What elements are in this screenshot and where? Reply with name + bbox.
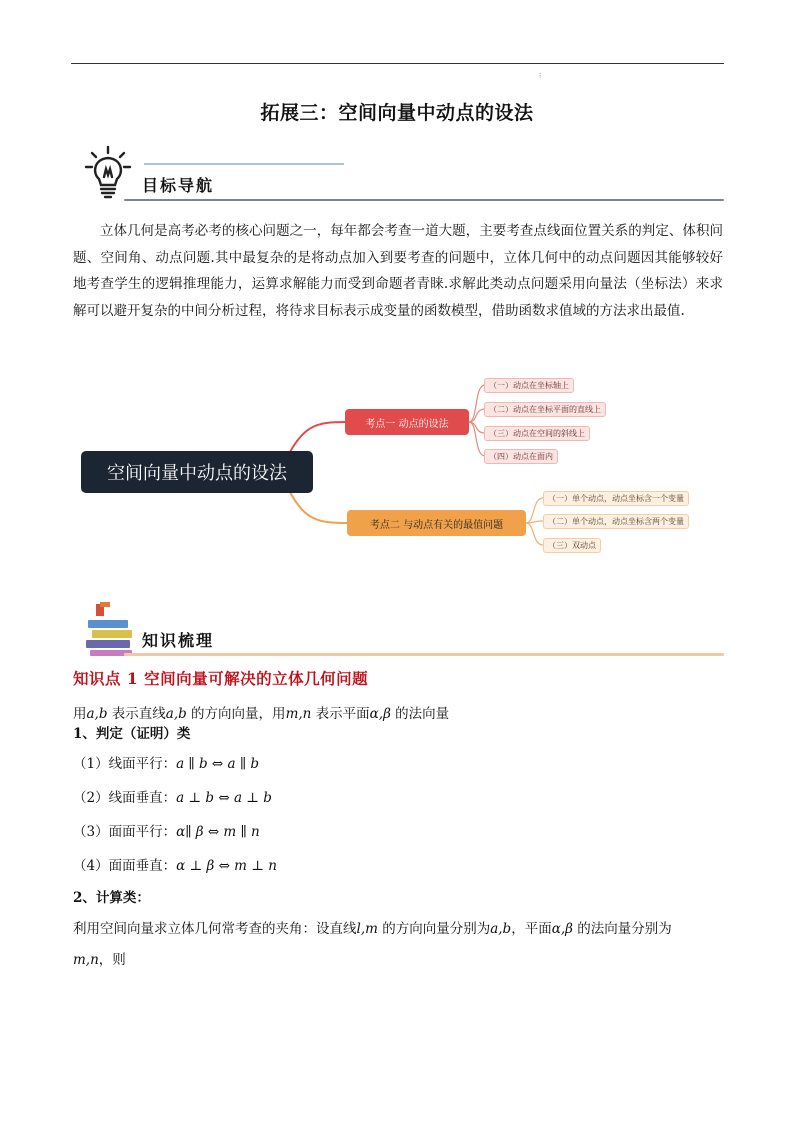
- mindmap-leaf: （二）单个动点，动点坐标含两个变量: [543, 514, 689, 529]
- section-label: 知识梳理: [142, 631, 215, 650]
- rule-line-plane-perpendicular: [73, 854, 277, 874]
- mindmap-branch-2: 考点二 与动点有关的最值问题: [347, 510, 526, 536]
- mindmap-leaf: （一）动点在坐标轴上: [484, 378, 574, 393]
- knowledge-point-title: 知识点 1 空间向量可解决的立体几何问题: [73, 669, 369, 688]
- text: 的法向量: [390, 706, 450, 722]
- math: m,n: [285, 706, 312, 722]
- rule-label: （2）线面垂直：: [73, 790, 177, 806]
- intro-line-3: 够较好地考查学生的逻辑推理能力，运算求解能力而受到命题者青睐.求解此类动点问题采用向量法（坐标: [73, 249, 724, 293]
- subheading-calculation: 2、计算类：: [73, 890, 150, 906]
- intro-line-4: 法）来求解可以避开复杂的中间分析过程，将待求目标表示成变量的函数模型，借助函数求值域的方法求: [73, 276, 723, 319]
- text: 利用空间向量求立体几何常考查的夹角：设直线: [73, 921, 357, 937]
- math: α ⊥ β ⇔ m ⊥ n: [176, 858, 277, 874]
- books-icon: [84, 600, 136, 658]
- math: a,b: [165, 706, 187, 722]
- math: α,β: [369, 706, 391, 722]
- mindmap-leaf: （三）双动点: [543, 538, 601, 553]
- text: 表示直线: [107, 706, 166, 722]
- section-heading-knowledge: [84, 598, 724, 664]
- subheading-judgement: 1、判定（证明）类: [73, 726, 191, 742]
- math: a,b: [490, 921, 512, 937]
- intro-line-5: 出最值.: [640, 302, 685, 319]
- math: m,n: [73, 952, 99, 968]
- calc-line-1: [73, 917, 672, 937]
- rule-line-parallel: [73, 752, 259, 772]
- mindmap-root: 空间向量中动点的设法: [81, 451, 313, 493]
- heading-underline: [124, 653, 724, 656]
- mindmap-leaf: （二）动点在坐标平面的直线上: [484, 402, 606, 417]
- page-title: 拓展三：空间向量中动点的设法: [260, 102, 534, 124]
- text: ，平面: [511, 921, 552, 937]
- text: 用: [73, 706, 87, 722]
- text: ，则: [98, 952, 126, 968]
- mindmap-branch-1: 考点一 动点的设法: [345, 409, 469, 435]
- math: α,β: [551, 921, 573, 937]
- intro-line-1: 立体几何是高考必考的核心问题之一，每年都会考查一道大题，主要考查点线面位置关系的判定、体: [100, 223, 696, 239]
- math: α∥ β ⇔ m ∥ n: [176, 824, 260, 840]
- rule-line-perpendicular: [73, 786, 272, 806]
- text: 的方向向量，用: [186, 706, 286, 722]
- text: 表示平面: [311, 706, 370, 722]
- math: a,b: [86, 706, 108, 722]
- rule-label: （3）面面平行：: [73, 824, 177, 840]
- mindmap-leaf: （四）动点在面内: [484, 449, 558, 464]
- rule-label: （1）线面平行：: [73, 756, 177, 772]
- vector-definition-line: [73, 702, 449, 722]
- math: l,m: [356, 921, 378, 937]
- calc-line-2: [73, 948, 126, 968]
- section-label: 目标导航: [142, 176, 215, 195]
- rule-line-plane-parallel: [73, 820, 260, 840]
- mindmap-leaf: （三）动点在空间的斜线上: [484, 426, 590, 441]
- mindmap-leaf: （一）单个动点，动点坐标含一个变量: [543, 491, 689, 506]
- rule-label: （4）面面垂直：: [73, 858, 177, 874]
- math: a ∥ b ⇔ a ∥ b: [176, 756, 260, 772]
- math: a ⊥ b ⇔ a ⊥ b: [176, 790, 272, 806]
- text: 的法向量分别为: [572, 921, 672, 937]
- header-mark: ⁝: [539, 72, 542, 80]
- intro-line-2: 积问题、空间角、动点问题.其中最复杂的是将动点加入到要考查的问题中，立体几何中的动点问题因其能: [73, 223, 724, 266]
- text: 的方向向量分别为: [377, 921, 491, 937]
